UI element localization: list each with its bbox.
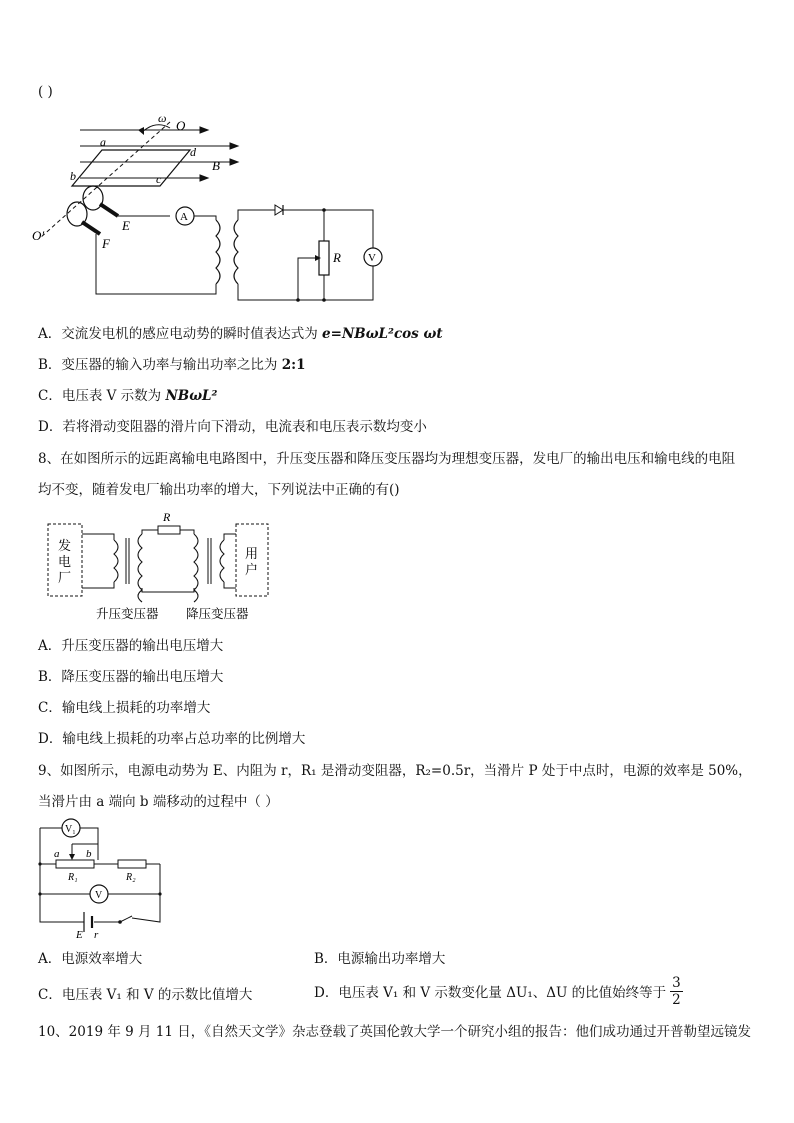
label-R: R [163, 510, 171, 524]
label-B: B [212, 158, 220, 173]
label-step-up: 升压变压器 [96, 606, 159, 621]
label-V: V [95, 890, 103, 901]
label-a: a [54, 848, 60, 860]
q7-option-b: B．变压器的输入功率与输出功率之比为 2:1 [38, 357, 306, 373]
q9-option-d: D．电压表 V₁ 和 V 示数变化量 ΔU₁、ΔU 的比值始终等于 $\frac{3}{2}$ [314, 974, 681, 1008]
label-plant-2: 电 [58, 555, 72, 570]
q8-option-b: B．降压变压器的输出电压增大 [38, 669, 224, 685]
label-user-2: 户 [245, 563, 259, 578]
step-up-primary [114, 540, 118, 582]
primary-coil [216, 220, 220, 284]
q7-option-c: C．电压表 V 示数为 NBωL² [38, 388, 218, 404]
coil-abcd [72, 150, 190, 186]
q8-option-c: C．输电线上损耗的功率增大 [38, 700, 211, 716]
resistor-R2 [118, 860, 146, 868]
q9-option-c: C．电压表 V₁ 和 V 的示数比值增大 [38, 987, 253, 1003]
q8-power-transmission-figure [44, 508, 276, 626]
step-down-primary [194, 534, 198, 602]
q7-answer-bracket: ( ) [38, 84, 53, 100]
q9-option-b: B．电源输出功率增大 [314, 951, 446, 967]
rheostat-R1 [56, 860, 94, 868]
label-R: R [333, 250, 341, 265]
q7-generator-circuit-figure [30, 108, 390, 306]
step-down-secondary [220, 540, 224, 582]
label-a: a [100, 135, 106, 149]
label-O: O [176, 118, 186, 133]
q7-option-a: A．交流发电机的感应电动势的瞬时值表达式为 e=NBωL²cos ωt [38, 326, 443, 342]
label-b: b [86, 848, 92, 860]
label-R2: R₂ [126, 872, 136, 883]
brush-E [100, 204, 118, 216]
label-c: c [156, 172, 162, 186]
label-step-down: 降压变压器 [186, 606, 249, 621]
switch [120, 916, 132, 922]
label-O-prime: O′ [32, 228, 45, 243]
step-up-secondary [138, 534, 142, 602]
label-plant-1: 发 [58, 539, 72, 554]
q9-circuit-figure [34, 814, 168, 940]
q10-stem-line1: 10、2019 年 9 月 11 日，《自然天文学》杂志登载了英国伦敦大学一个研究小组的报告：他们成功通过开普勒望远镜发 [38, 1024, 752, 1040]
q8-option-d: D．输电线上损耗的功率占总功率的比例增大 [38, 731, 306, 747]
secondary-coil [234, 220, 238, 284]
q9-stem-line1: 9、如图所示，电源电动势为 E、内阻为 r，R₁ 是滑动变阻器，R₂=0.5r，当滑片 P 处于中点时，电源的效率是 50%， [38, 763, 752, 779]
label-omega: ω [158, 111, 167, 125]
fraction-three-halves: $\frac{3}{2}$ [672, 974, 681, 1008]
label-plant-3: 厂 [58, 571, 72, 586]
q8-option-a: A．升压变压器的输出电压增大 [38, 638, 224, 654]
label-E: E [122, 218, 130, 233]
label-R1: R₁ [68, 872, 78, 883]
label-r: r [94, 929, 99, 940]
q9-stem-line2: 当滑片由 a 端向 b 端移动的过程中（ ） [38, 794, 279, 810]
label-ammeter: A [180, 211, 188, 223]
label-b: b [70, 169, 76, 183]
label-d: d [190, 145, 196, 159]
q9-option-a: A．电源效率增大 [38, 951, 143, 967]
line-resistor-R [158, 526, 180, 534]
label-F: F [102, 236, 110, 251]
label-user-1: 用 [245, 547, 259, 562]
q8-stem-line1: 8、在如图所示的远距离输电电路图中，升压变压器和降压变压器均为理想变压器，发电厂的输出电压和输电线的电阻 [38, 451, 736, 467]
label-voltmeter: V [368, 252, 376, 264]
label-V1: V₁ [65, 824, 76, 835]
q7-option-d: D．若将滑动变阻器的滑片向下滑动，电流表和电压表示数均变小 [38, 419, 427, 435]
brush-F [82, 222, 100, 234]
q8-stem-line2: 均不变，随着发电厂输出功率的增大，下列说法中正确的有() [38, 482, 400, 498]
label-E: E [76, 929, 83, 940]
diode-symbol [275, 205, 283, 215]
